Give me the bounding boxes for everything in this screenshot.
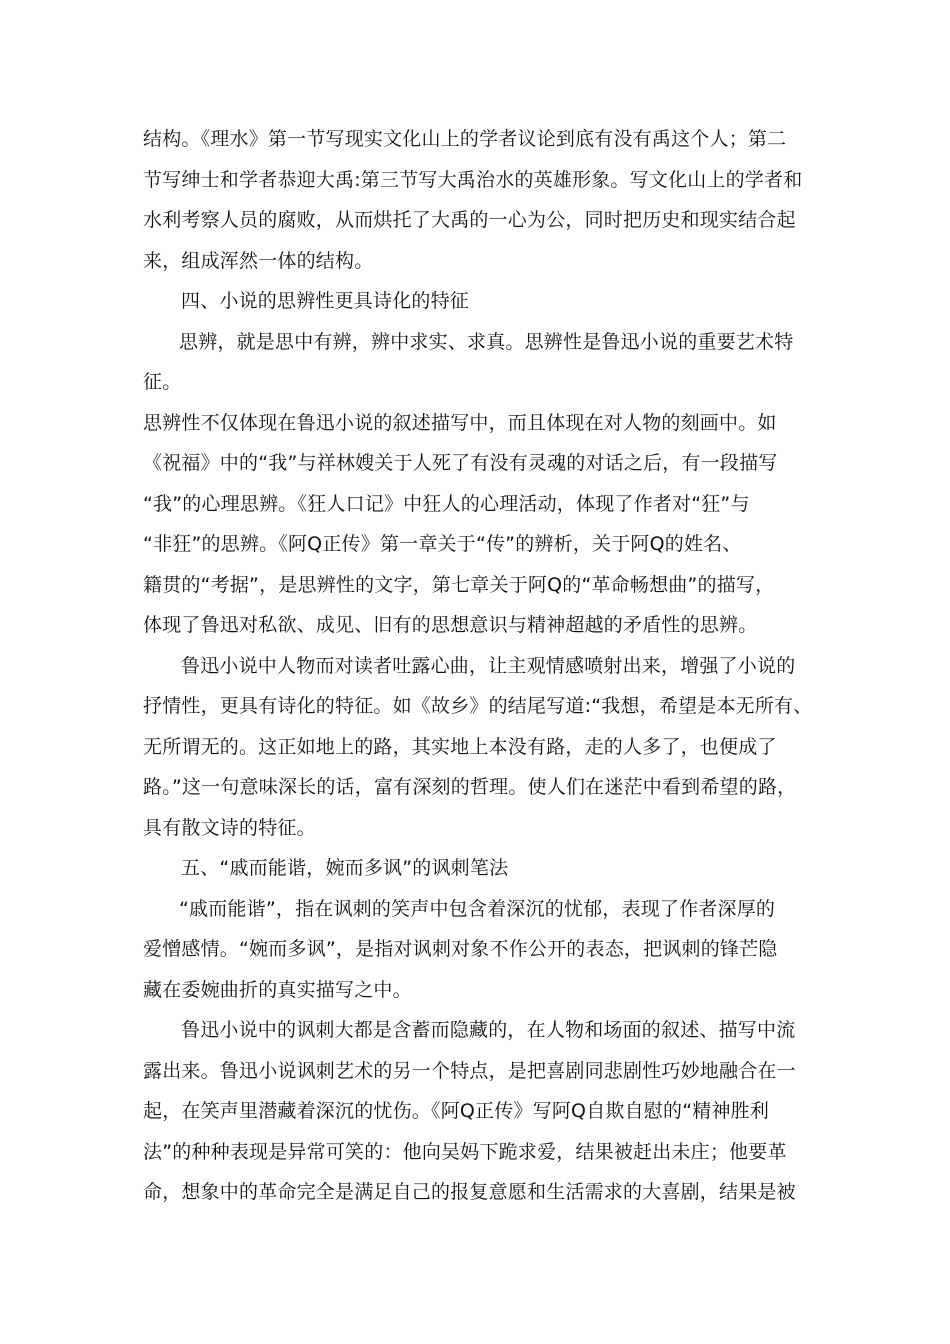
paragraph-line: 水利考察人员的腐败，从而烘托了大禹的一心为公，同时把历史和现实结合起 (143, 209, 796, 231)
paragraph-line: 思辨性不仅体现在鲁迅小说的叙述描写中，而且体现在对人物的刻画中。如 (143, 411, 777, 434)
paragraph-line: 体现了鲁迅对私欲、成见、旧有的思想意识与精神超越的矛盾性的思辨。 (143, 614, 758, 636)
paragraph-line: 鲁迅小说中人物而对读者吐露心曲，让主观情感喷射出来，增强了小说的 (181, 654, 796, 677)
paragraph-line: 起，在笑声里潜藏着深沉的忧伤。《阿Q正传》写阿Q自欺自慰的“精神胜利 (143, 1100, 770, 1122)
paragraph-line: “非狂”的思辨。《阿Q正传》第一章关于“传”的辨析，关于阿Q的姓名、 (143, 533, 742, 555)
paragraph-line: 命，想象中的革命完全是满足自己的报复意愿和生活需求的大喜剧，结果是被 (143, 1181, 796, 1203)
paragraph-line: 结构。《理水》第一节写现实文化山上的学者议论到底有没有禹这个人；第二 (143, 128, 787, 150)
paragraph-line: 节写绅士和学者恭迎大禹:第三节写大禹治水的英雄形象。写文化山上的学者和 (143, 168, 803, 191)
paragraph-line: 征。 (143, 371, 182, 393)
paragraph-line: 鲁迅小说中的讽刺大都是含蓄而隐藏的，在人物和场面的叙述、描写中流 (181, 1019, 796, 1041)
paragraph-line: 露出来。鲁迅小说讽刺艺术的另一个特点，是把喜剧同悲剧性巧妙地融合在一 (143, 1059, 796, 1082)
paragraph-line: 具有散文诗的特征。 (143, 816, 316, 839)
section-heading: 五、“戚而能谐，婉而多讽”的讽刺笔法 (181, 857, 509, 879)
paragraph-line: 籍贯的“考据”，是思辨性的文字，第七章关于阿Q的“革命畅想曲”的描写， (143, 573, 775, 596)
paragraph-line: 来，组成浑然一体的结构。 (143, 249, 374, 272)
document-body (143, 119, 821, 1213)
paragraph-line: “戚而能谐”，指在讽刺的笑声中包含着深沉的忧郁，表现了作者深厚的 (179, 897, 776, 920)
paragraph-line: 藏在委婉曲折的真实描写之中。 (143, 978, 412, 1001)
paragraph-line: 爱憎感情。“婉而多讽”，是指对讽刺对象不作公开的表态，把讽刺的锋芒隐 (143, 938, 778, 960)
section-heading: 四、小说的思辨性更具诗化的特征 (181, 290, 470, 312)
paragraph-line: 思辨，就是思中有辨，辨中求实、求真。思辨性是鲁迅小说的重要艺术特 (179, 330, 794, 353)
paragraph-line: 路。”这一句意味深长的话，富有深刻的哲理。使人们在迷茫中看到希望的路， (143, 776, 797, 798)
paragraph-line: 无所谓无的。这正如地上的路，其实地上本没有路，走的人多了，也便成了 (143, 735, 777, 758)
paragraph-line: “我”的心理思辨。《狂人口记》中狂人的心理活动，体现了作者对“狂”与 (143, 492, 750, 515)
paragraph-line: 《祝福》中的“我”与祥林嫂关于人死了有没有灵魂的对话之后，有一段描写 (143, 452, 778, 474)
paragraph-line: 法”的种种表现是异常可笑的：他向吴妈下跪求爱，结果被赶出未庄；他要革 (143, 1140, 787, 1163)
paragraph-line: 抒情性，更具有诗化的特征。如《故乡》的结尾写道:“我想，希望是本无所有、 (143, 695, 813, 717)
